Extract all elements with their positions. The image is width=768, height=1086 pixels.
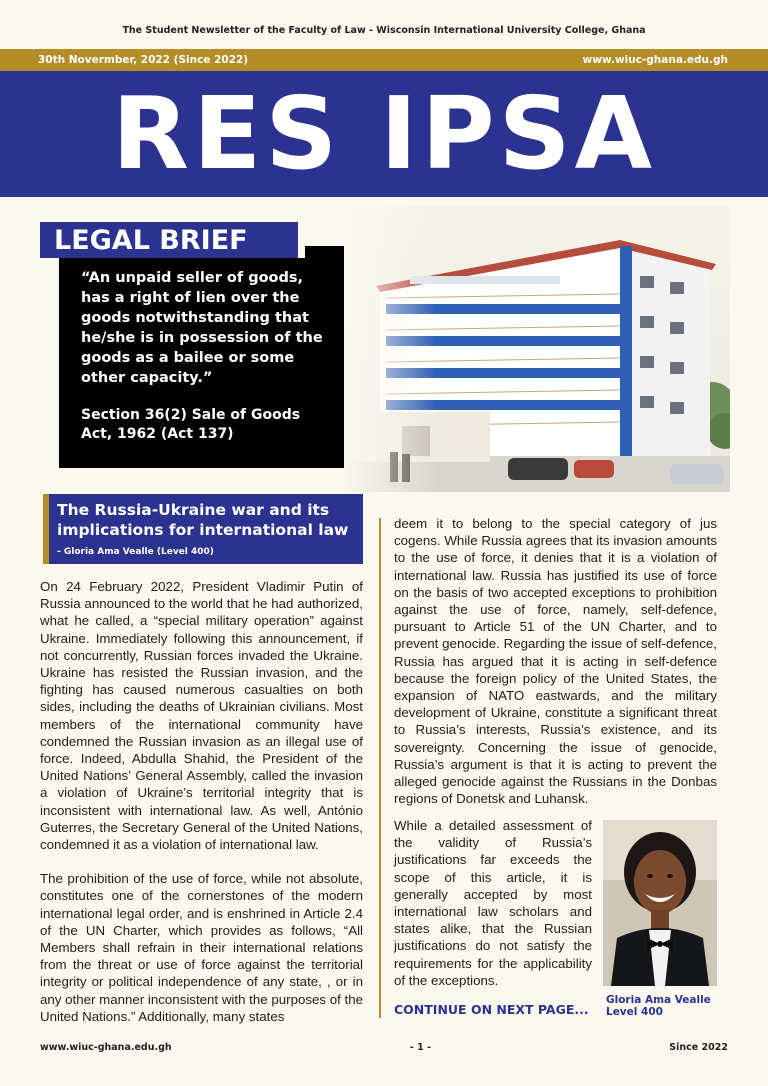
author-level: Level 400 [606,1006,663,1018]
newsletter-tagline: The Student Newsletter of the Faculty of Law - Wisconsin International University College, Ghana [122,25,646,36]
legal-brief-label: LEGAL BRIEF [40,222,298,258]
legal-brief-quote: “An unpaid seller of goods, has a right of lien over the goods notwithstanding that he/she is in possession of the goods as a bailee or some other capacity.” [81,270,323,386]
article-column-left [40,578,363,1042]
footer-since: Since 2022 [669,1042,728,1053]
article-paragraph: On 24 February 2022, President Vladimir Putin of Russia announced to the world that he had authorized, what he called, a “special military operation” against Ukraine. Immediately following this announcement, if not concurrently, Russian forces invaded the Ukraine. Ukraine has resisted the Russian invasion, and the fighting has caused numerous casualties on both sides, including the deaths of Ukrainian civilians. Most members of the international community have condemned the Russian invasion as an illegal use of force. Indeed, Abdulla Shahid, the President of the United Nations’ General Assembly, called the invasion a violation of Ukraine’s territorial integrity that is inconsistent with international law. As well, António Guterres, the Secretary General of the United Nations, condemned it as a violation of international law. [40,579,363,853]
author-name: Gloria Ama Vealle [606,994,711,1006]
page-footer [40,1042,728,1053]
article-paragraph: While a detailed assessment of the validity of Russia’s justifications far exceeds the scope of this article, it is generally accepted by most international law scholars and states alike, that the Russian justifications do not satisfy the requirements for the applicability of the exceptions. [394,818,592,988]
legal-brief-citation: Section 36(2) Sale of Goods Act, 1962 (Act 137) [81,407,301,442]
article-header [43,494,363,564]
footer-website[interactable]: www.wiuc-ghana.edu.gh [40,1042,172,1053]
campus-building-photo [340,206,730,492]
article-title: The Russia-Ukraine war and its implications for international law [57,501,349,539]
page-number: - 1 - [409,1042,432,1053]
website-link[interactable]: www.wiuc-ghana.edu.gh [582,54,728,66]
article-author-line: - Gloria Ama Vealle (Level 400) [57,547,214,557]
column-divider [379,518,381,1018]
issue-date: 30th Novermber, 2022 (Since 2022) [38,54,249,66]
article-column-right [394,515,717,824]
legal-brief-quote-box [59,246,344,468]
author-portrait [603,820,717,986]
article-paragraph: deem it to belong to the special category of jus cogens. While Russia agrees that its invasion amounts to the use of force, it denies that it is a violation of international law. Russia has justified its use of force on the basis of two accepted exceptions to prohibition against the use of force, namely, self-defence, pursuant to Article 51 of the UN Charter, and to prevent genocide. Regarding the issue of self-defence, Russia has argued that it is acting in self-defence because the foreign policy of the United States, the expansion of NATO eastwards, and the military development of Ukraine, constitute a significant threat to Russia’s interests, Russia’s existence, and its sovereignty. Concerning the issue of genocide, Russia’s argument is that it is acting to prevent the alleged genocide against the Russians in the Donbas regions of Donetsk and Luhansk. [394,516,717,807]
continue-next-page-link[interactable]: CONTINUE ON NEXT PAGE... [394,1002,589,1017]
masthead [0,71,768,197]
date-bar [0,49,768,71]
article-paragraph: The prohibition of the use of force, while not absolute, constitutes one of the cornerstones of the modern international legal order, and is enshrined in Article 2.4 of the UN Charter, which provides as follows, “All Members shall refrain in their international relations from the threat or use of force against the territorial integrity or political independence of any state, , or in any other manner inconsistent with the purposes of the United Nations.” Additionally, many states [40,871,364,1024]
newsletter-title: RES IPSA [111,75,657,192]
article-column-right-lower [394,817,592,1006]
